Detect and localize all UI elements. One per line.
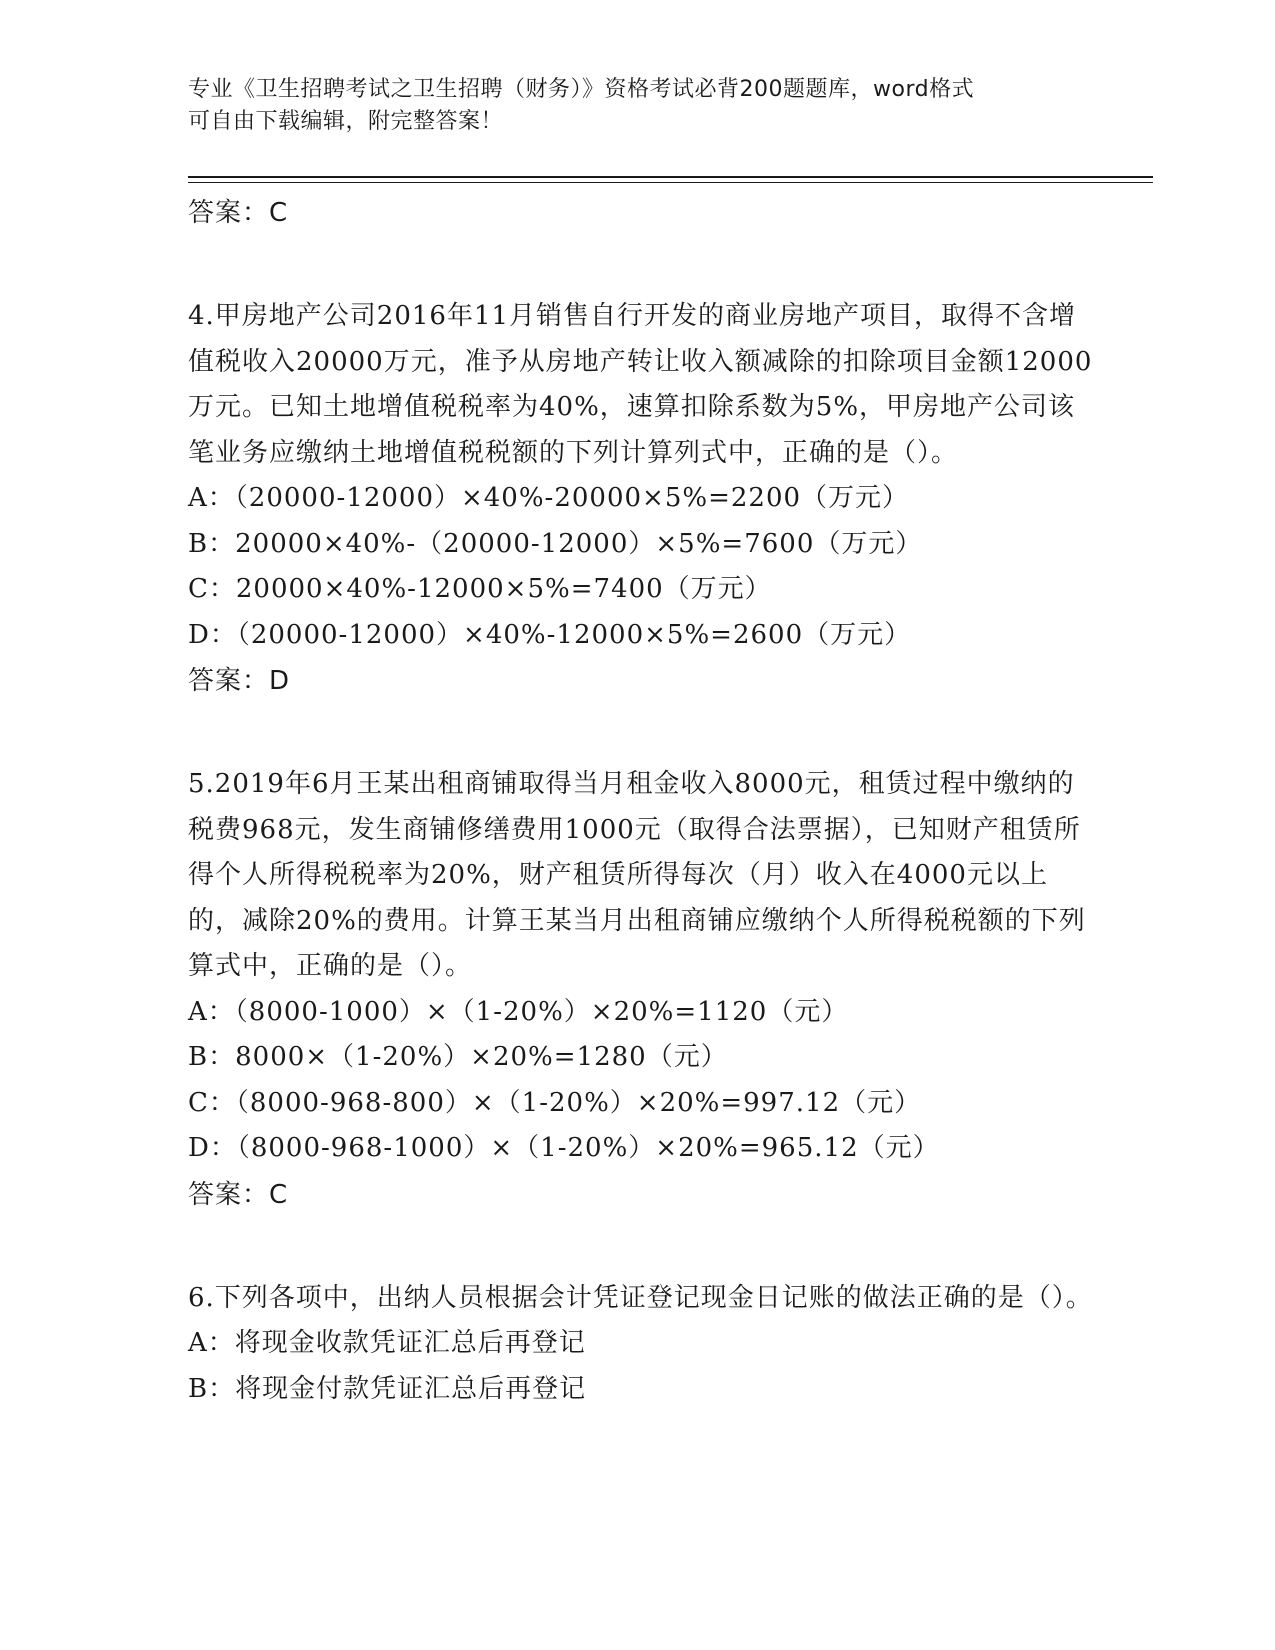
question-stem: 5.2019年6月王某出租商铺取得当月租金收入8000元，租赁过程中缴纳的税费968元，发生商铺修缮费用1000元（取得合法票据），已知财产租赁所得个人所得税税率为20%，财产租赁所得每次（月）收入在4000元以上的，减除20%的费用。计算王某当月出租商铺应缴纳个人所得税税额的下列算式中，正确的是（）。 — [188, 769, 1086, 981]
spacer — [188, 704, 1093, 762]
option-d: D：（20000-12000）×40%-12000×5%=2600（万元） — [188, 619, 912, 650]
answer-line: 答案：C — [188, 198, 289, 228]
question-block — [188, 294, 1093, 704]
option-b: B：8000×（1-20%）×20%=1280（元） — [188, 1042, 728, 1072]
answer-line: 答案：C — [188, 1179, 289, 1210]
option-c: C：（8000-968-800）×（1-20%）×20%=997.12（元） — [188, 1087, 922, 1118]
header-rule-thick — [188, 176, 1153, 178]
question-content — [188, 190, 1093, 1412]
option-b: B：20000×40%-（20000-12000）×5%=7600（万元） — [188, 528, 923, 559]
header-title-line2: 可自由下载编辑，附完整答案！ — [188, 109, 504, 134]
answer-line: 答案：D — [188, 666, 291, 696]
spacer — [188, 236, 1093, 294]
option-d: D：（8000-968-1000）×（1-20%）×20%=965.12（元） — [188, 1133, 940, 1163]
question-stem: 4.甲房地产公司2016年11月销售自行开发的商业房地产项目，取得不含增值税收入20000万元，准予从房地产转让收入额减除的扣除项目金额12000万元。已知土地增值税税率为40%，速算扣除系数为5%，甲房地产公司该笔业务应缴纳土地增值税税额的下列计算列式中，正确的是（）。 — [188, 301, 1093, 468]
question-block — [188, 762, 1093, 1218]
question-stem: 6.下列各项中，出纳人员根据会计凭证登记现金日记账的做法正确的是（）。 — [188, 1282, 1093, 1313]
option-a: A：（8000-1000）×（1-20%）×20%=1120（元） — [188, 996, 849, 1027]
option-c: C：20000×40%-12000×5%=7400（万元） — [188, 574, 772, 604]
header-title-line1: 专业《卫生招聘考试之卫生招聘（财务）》资格考试必背200题题库，word格式 — [188, 77, 975, 102]
header-rule-thin — [188, 182, 1153, 183]
question-block — [188, 1276, 1093, 1413]
option-a: A：将现金收款凭证汇总后再登记 — [188, 1328, 586, 1358]
document-header — [188, 74, 1088, 138]
option-a: A：（20000-12000）×40%-20000×5%=2200（万元） — [188, 483, 910, 513]
option-b: B：将现金付款凭证汇总后再登记 — [188, 1373, 587, 1404]
spacer — [188, 1218, 1093, 1276]
